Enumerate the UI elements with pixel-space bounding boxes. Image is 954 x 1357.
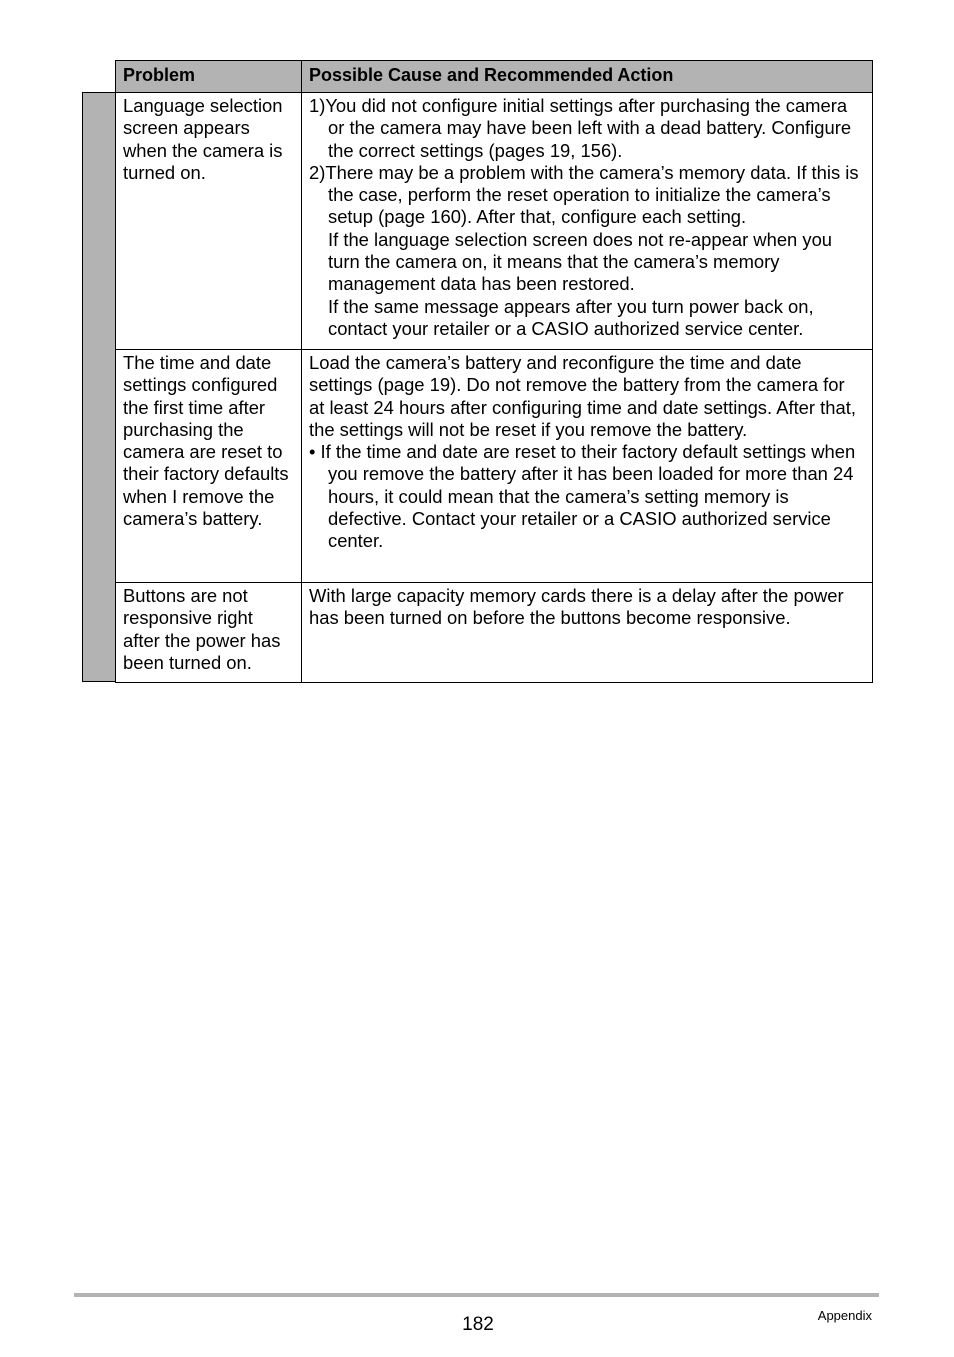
problem-cell: The time and date settings configured the first time after purchasing the camera are reset to their factory defaults when I remove the camera’s battery. [116,350,302,583]
table-header-row [116,61,873,93]
section-tab-strip [82,92,115,682]
problem-cell: Language selection screen appears when the camera is turned on. [116,93,302,350]
header-action: Possible Cause and Recommended Action [302,61,873,93]
numbered-item: 2)There may be a problem with the camera’s memory data. If this is the case, perform the reset operation to initialize the camera’s setup (page 160). After that, configure each setting. [309,161,859,228]
table-row [116,583,873,683]
paragraph: With large capacity memory cards there is a delay after the power has been turned on before the buttons become responsive. [309,585,844,629]
troubleshooting-table [115,60,873,683]
action-cell [302,350,873,583]
action-cell [302,583,873,683]
bullet-item: • If the time and date are reset to their factory default settings when you remove the battery after it has been loaded for more than 24 hours, it could mean that the camera’s setting memory is defective. Contact your retailer or a CASIO authorized service center. [309,441,856,552]
paragraph: Load the camera’s battery and reconfigure the time and date settings (page 19). Do not remove the battery from the camera for at least 24 hours after configuring time and date settings. After that, the settings will not be reset if you remove the battery. [309,352,856,440]
section-label: Appendix [817,1308,872,1323]
page-number: 182 [462,1314,494,1335]
table-row [116,93,873,350]
footer-divider [74,1293,879,1297]
problem-cell: Buttons are not responsive right after the power has been turned on. [116,583,302,683]
numbered-item: 1)You did not configure initial settings after purchasing the camera or the camera may have been left with a dead battery. Configure the correct settings (pages 19, 156). [309,95,852,161]
header-problem: Problem [116,61,302,93]
table-row [116,350,873,583]
action-cell [302,93,873,350]
indented-paragraph: If the same message appears after you turn power back on, contact your retailer or a CASIO authorized service center. [328,295,814,339]
indented-paragraph: If the language selection screen does not re-appear when you turn the camera on, it means that the camera’s memory management data has been restored. [328,228,833,295]
